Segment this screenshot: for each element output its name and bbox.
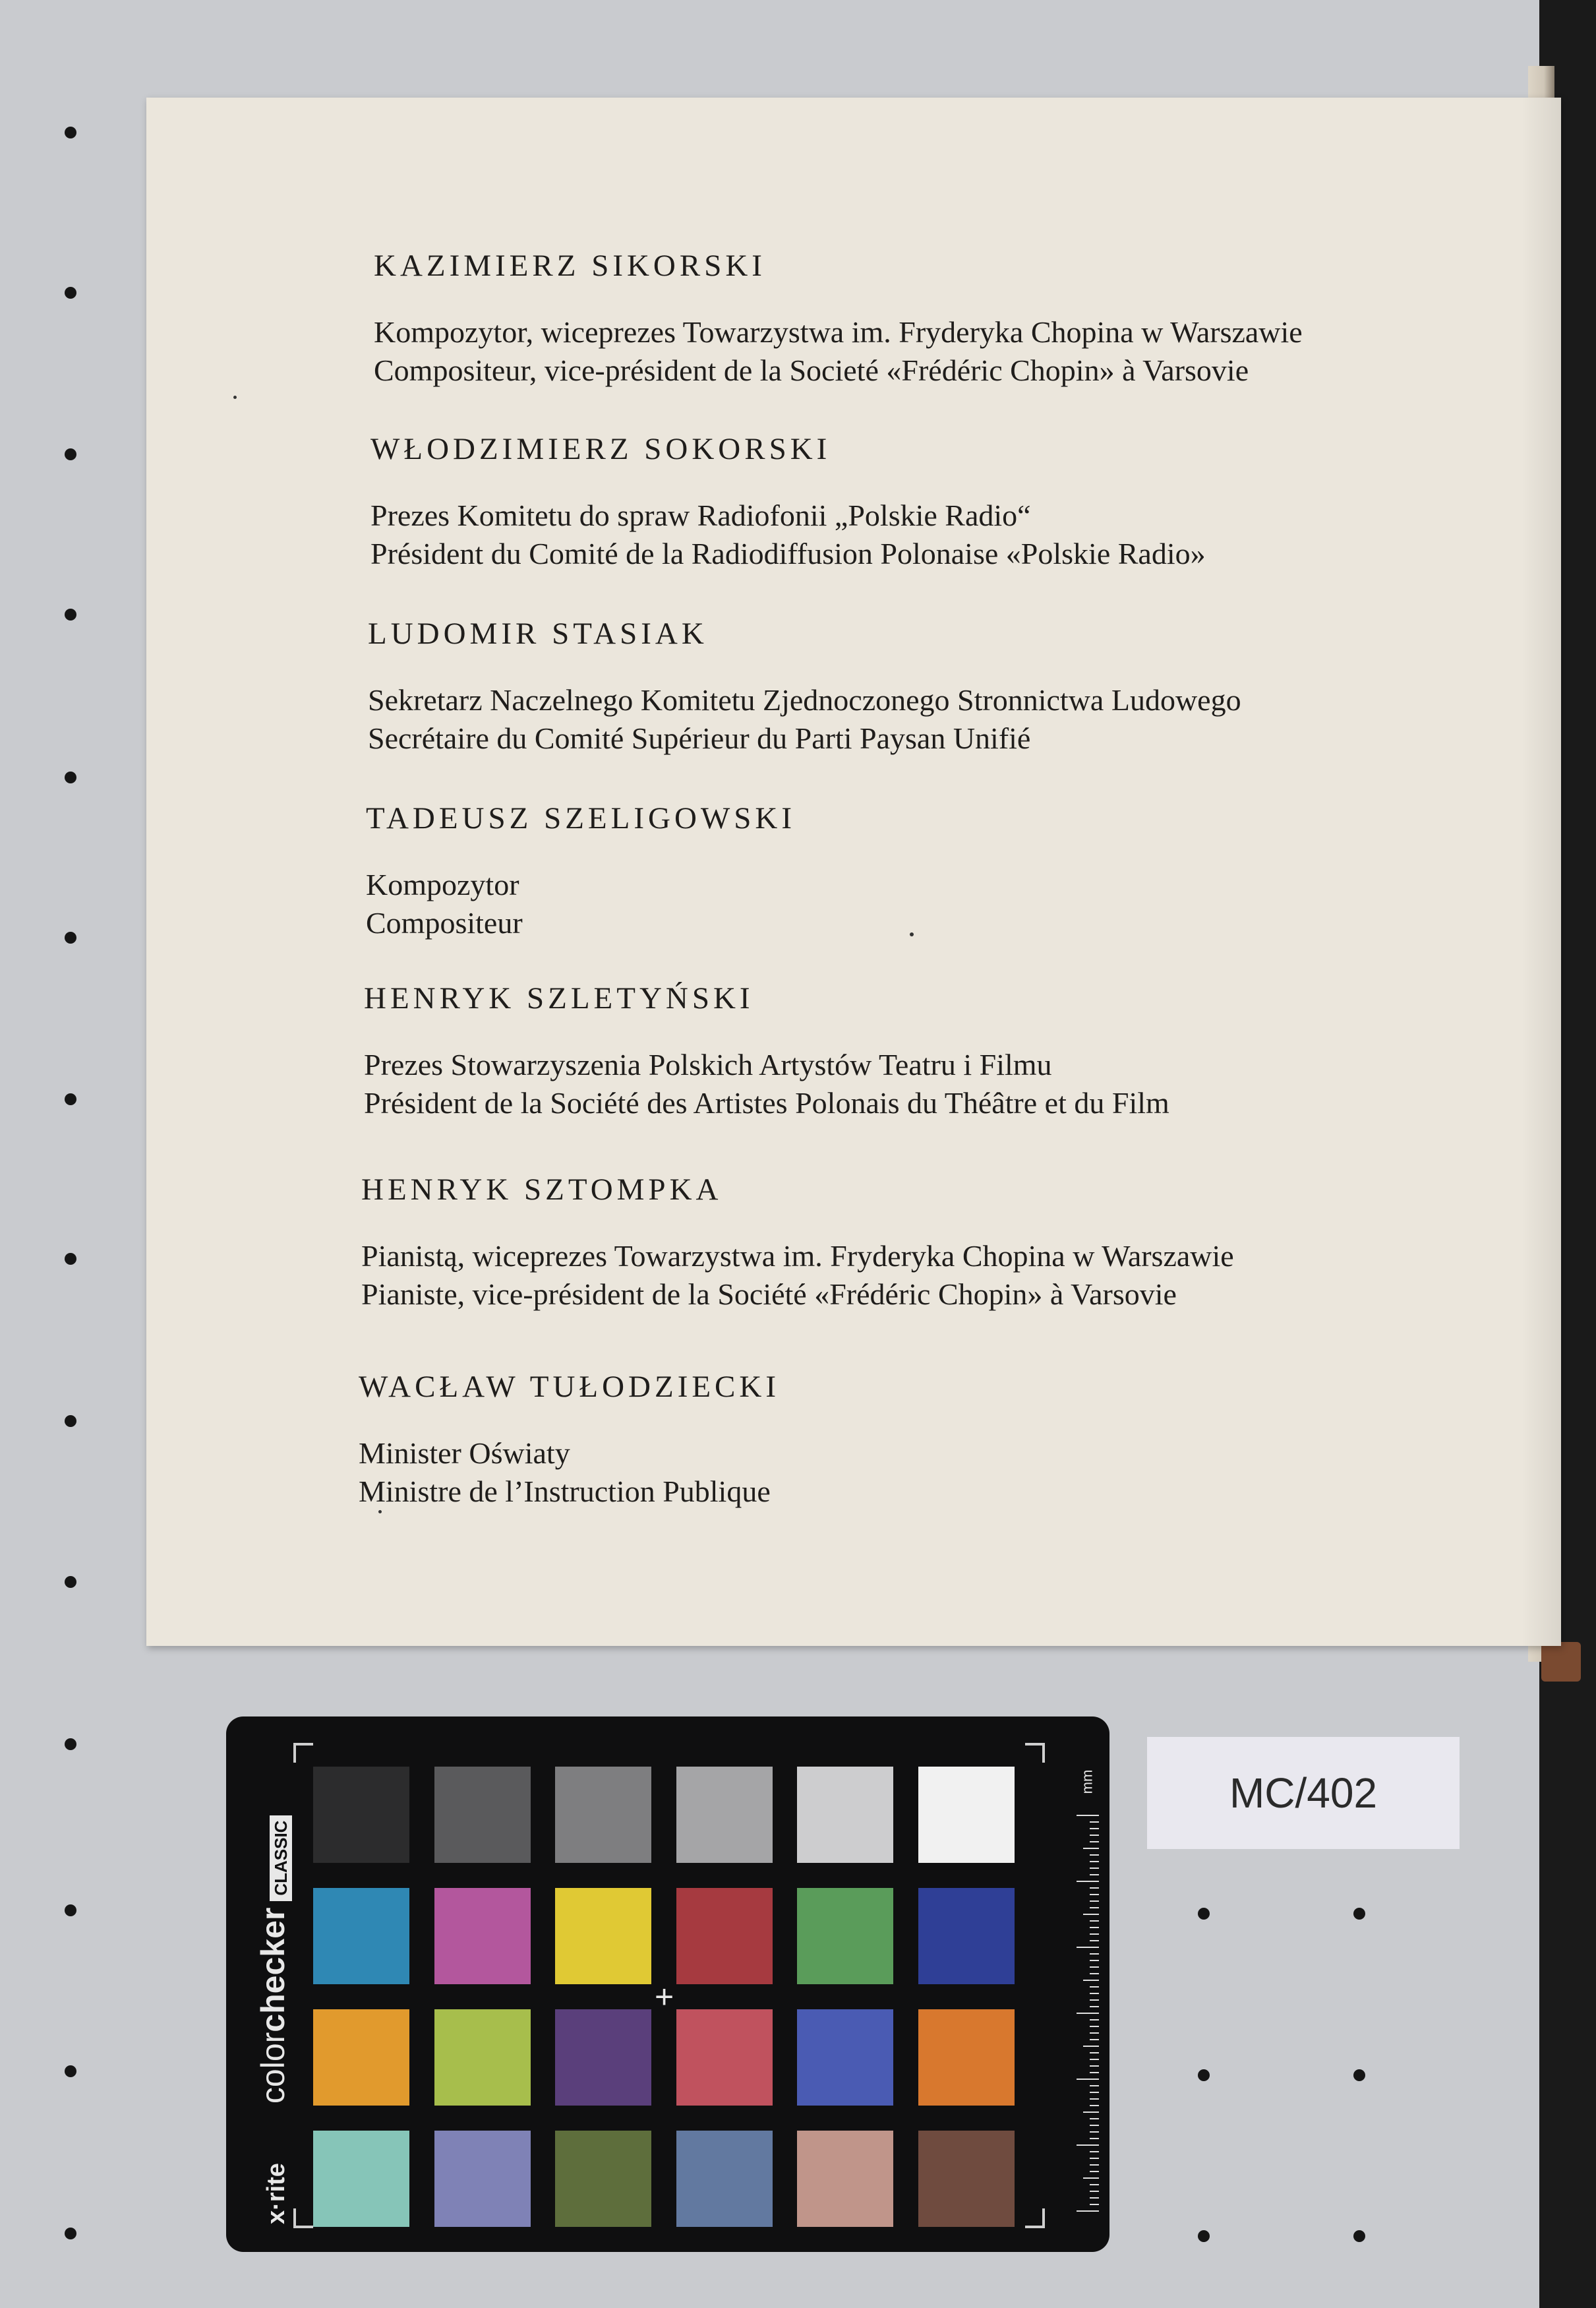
color-swatch: [434, 2131, 531, 2227]
entry-sikorski: [374, 251, 1303, 390]
corner-mark: [293, 1743, 313, 1763]
color-swatch: [434, 1888, 531, 1984]
role-french: Pianiste, vice-président de la Société «Frédéric Chopin» à Varsovie: [361, 1277, 1177, 1311]
ruler-unit-label: mm: [1079, 1769, 1096, 1794]
role-polish: Minister Oświaty: [359, 1436, 570, 1470]
perforation-hole: [1353, 2069, 1365, 2081]
color-swatch: [555, 1888, 651, 1984]
color-swatch: [676, 2009, 773, 2106]
perforation-hole: [65, 1253, 76, 1265]
color-swatch: [797, 1888, 893, 1984]
perforation-hole: [65, 2228, 76, 2239]
corner-mark: [1025, 2208, 1045, 2228]
color-swatch: [918, 1888, 1015, 1984]
corner-mark: [1025, 1743, 1045, 1763]
role-french: Président de la Société des Artistes Polonais du Théâtre et du Film: [364, 1086, 1169, 1120]
brand-checker-word: checker: [254, 1907, 291, 2032]
color-swatch: [918, 2131, 1015, 2227]
color-swatch: [434, 1767, 531, 1863]
role-polish: Kompozytor, wiceprezes Towarzystwa im. Fryderyka Chopina w Warszawie: [374, 315, 1303, 349]
page-shadow: [1522, 98, 1561, 1646]
perforation-hole: [65, 932, 76, 944]
person-name: KAZIMIERZ SIKORSKI: [374, 249, 766, 283]
color-swatch: [676, 1767, 773, 1863]
entry-szletynski: [364, 983, 1169, 1122]
perforation-hole: [65, 2065, 76, 2077]
entry-stasiak: [368, 619, 1241, 758]
color-swatch: [313, 1888, 409, 1984]
role-polish: Pianistą, wiceprezes Towarzystwa im. Fryderyka Chopina w Warszawie: [361, 1239, 1234, 1273]
catalog-label-card: [1147, 1737, 1460, 1849]
color-checker-card: [226, 1716, 1109, 2252]
person-name: HENRYK SZLETYŃSKI: [364, 981, 754, 1016]
perforation-hole: [65, 1093, 76, 1105]
person-name: WŁODZIMIERZ SOKORSKI: [370, 432, 831, 466]
perforation-hole: [65, 1738, 76, 1750]
entry-szeligowski: [366, 803, 796, 942]
color-swatch: [918, 2009, 1015, 2106]
document-page: [146, 98, 1561, 1646]
perforation-hole: [65, 127, 76, 138]
perforation-hole: [1198, 2230, 1210, 2242]
perforation-hole: [1198, 2069, 1210, 2081]
role-french: Ministre de l’Instruction Publique: [359, 1474, 771, 1508]
color-swatch: [434, 2009, 531, 2106]
perforation-hole: [65, 1904, 76, 1916]
role-polish: Prezes Komitetu do spraw Radiofonii „Polskie Radio“: [370, 499, 1031, 532]
entry-tulodziecki: [359, 1372, 780, 1511]
catalog-number: MC/402: [1229, 1769, 1378, 1817]
color-swatch: [797, 2009, 893, 2106]
role-french: Président du Comité de la Radiodiffusion Polonaise «Polskie Radio»: [370, 537, 1206, 570]
paper-speck: [233, 396, 237, 399]
perforation-hole: [65, 287, 76, 299]
perforation-hole: [1353, 1908, 1365, 1920]
person-name: TADEUSZ SZELIGOWSKI: [366, 801, 796, 835]
color-swatch: [555, 1767, 651, 1863]
brand-classic-badge: CLASSIC: [270, 1815, 292, 1901]
entry-sokorski: [370, 434, 1206, 573]
role-polish: Sekretarz Naczelnego Komitetu Zjednoczonego Stronnictwa Ludowego: [368, 683, 1241, 717]
checker-brand-text: [254, 1815, 292, 2224]
xrite-logo: x·rite: [262, 2163, 290, 2224]
corner-mark: [293, 2208, 313, 2228]
crosshair-mark: +: [655, 1978, 674, 2015]
perforation-hole: [65, 609, 76, 621]
mm-ruler: [1073, 1809, 1099, 2218]
paper-speck: [910, 932, 914, 936]
role-polish: Kompozytor: [366, 868, 519, 901]
color-swatch: [797, 2131, 893, 2227]
perforation-hole: [65, 1415, 76, 1427]
perforation-hole: [65, 448, 76, 460]
color-swatch: [313, 2009, 409, 2106]
perforation-hole: [65, 772, 76, 783]
color-swatch: [676, 1888, 773, 1984]
entry-sztompka: [361, 1174, 1234, 1314]
person-name: WACŁAW TUŁODZIECKI: [359, 1370, 780, 1404]
role-french: Secrétaire du Comité Supérieur du Parti Paysan Unifié: [368, 721, 1031, 755]
color-swatch: [313, 2131, 409, 2227]
binder-tab: [1541, 1642, 1581, 1682]
role-french: Compositeur: [366, 906, 523, 940]
perforation-hole: [1198, 1908, 1210, 1920]
color-swatch: [555, 2009, 651, 2106]
color-swatch: [555, 2131, 651, 2227]
color-swatch: [918, 1767, 1015, 1863]
color-swatch: [676, 2131, 773, 2227]
perforation-hole: [65, 1576, 76, 1588]
person-name: LUDOMIR STASIAK: [368, 617, 708, 651]
person-name: HENRYK SZTOMPKA: [361, 1172, 723, 1207]
role-polish: Prezes Stowarzyszenia Polskich Artystów Teatru i Filmu: [364, 1048, 1052, 1081]
color-swatch: [797, 1767, 893, 1863]
perforation-hole: [1353, 2230, 1365, 2242]
brand-color-word: color: [254, 2032, 291, 2104]
role-french: Compositeur, vice-président de la Societé «Frédéric Chopin» à Varsovie: [374, 353, 1249, 387]
color-swatch: [313, 1767, 409, 1863]
